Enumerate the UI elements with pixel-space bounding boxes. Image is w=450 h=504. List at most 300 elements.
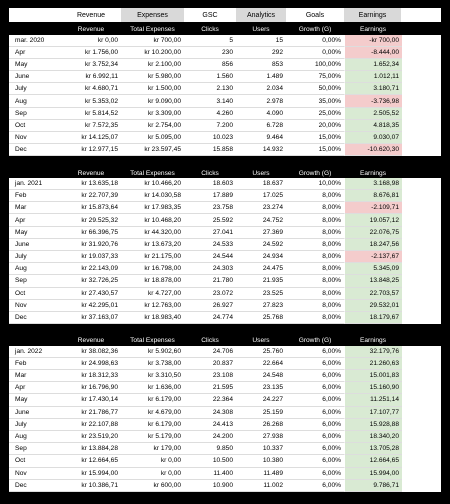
table-cell[interactable]: 6,00% bbox=[286, 431, 344, 443]
table-cell[interactable]: 17.025 bbox=[236, 190, 286, 202]
table-cell[interactable]: 11.400 bbox=[184, 468, 236, 480]
year-table-0 bbox=[9, 25, 441, 156]
earnings-cell[interactable]: -3.736,98 bbox=[344, 95, 402, 107]
month-cell[interactable]: Nov bbox=[9, 468, 61, 480]
table-cell[interactable]: kr 38.082,36 bbox=[61, 346, 121, 358]
table-cell[interactable]: 10.023 bbox=[184, 132, 236, 144]
table-cell[interactable]: 6,00% bbox=[286, 407, 344, 419]
table-cell[interactable]: 8,00% bbox=[286, 288, 344, 300]
earnings-cell[interactable]: 1.652,34 bbox=[344, 59, 402, 71]
table-row bbox=[9, 431, 441, 443]
table-cell[interactable]: kr 13.635,18 bbox=[61, 178, 121, 190]
table-cell[interactable]: kr 3.738,00 bbox=[121, 358, 184, 370]
column-header: Total Expenses bbox=[130, 169, 175, 177]
table-cell[interactable]: kr 2.754,00 bbox=[121, 120, 184, 132]
table-cell[interactable]: kr 12.664,65 bbox=[61, 455, 121, 467]
month-cell[interactable]: jan. 2021 bbox=[9, 178, 61, 190]
table-cell[interactable]: 10.900 bbox=[184, 480, 236, 492]
month-cell[interactable]: Feb bbox=[9, 190, 61, 202]
earnings-cell[interactable]: -2.137,67 bbox=[344, 251, 402, 263]
month-cell[interactable]: Nov bbox=[9, 300, 61, 312]
table-cell[interactable]: 6.728 bbox=[236, 120, 286, 132]
table-cell[interactable]: 24.548 bbox=[236, 370, 286, 382]
month-cell[interactable]: Sep bbox=[9, 108, 61, 120]
table-cell[interactable]: 24.544 bbox=[184, 251, 236, 263]
table-cell[interactable]: 21.935 bbox=[236, 275, 286, 287]
table-cell[interactable]: kr 21.175,00 bbox=[121, 251, 184, 263]
earnings-cell[interactable]: 19.057,12 bbox=[344, 214, 402, 226]
table-cell[interactable]: 6,00% bbox=[286, 455, 344, 467]
table-cell[interactable]: kr 3.310,50 bbox=[121, 370, 184, 382]
table-cell[interactable]: 25.592 bbox=[184, 214, 236, 226]
table-cell[interactable]: kr 5.902,60 bbox=[121, 346, 184, 358]
month-cell[interactable]: May bbox=[9, 227, 61, 239]
table-cell[interactable]: 9.850 bbox=[184, 443, 236, 455]
table-cell[interactable]: 24.533 bbox=[184, 239, 236, 251]
month-cell[interactable]: Dec bbox=[9, 144, 61, 156]
table-cell[interactable]: 15 bbox=[236, 35, 286, 47]
table-cell[interactable]: 3.140 bbox=[184, 95, 236, 107]
table-cell[interactable]: 11.002 bbox=[236, 480, 286, 492]
table-cell[interactable]: kr 27.430,57 bbox=[61, 288, 121, 300]
year-table-1 bbox=[9, 168, 441, 324]
spreadsheet bbox=[9, 8, 441, 504]
table-cell[interactable]: kr 22.107,88 bbox=[61, 419, 121, 431]
column-header: Earnings bbox=[359, 169, 387, 177]
column-header: Total Expenses bbox=[130, 337, 175, 345]
table-cell[interactable]: kr 19.037,33 bbox=[61, 251, 121, 263]
table-cell[interactable]: kr 12.763,00 bbox=[121, 300, 184, 312]
table-cell[interactable]: 24.303 bbox=[184, 263, 236, 275]
month-cell[interactable]: Apr bbox=[9, 214, 61, 226]
table-cell[interactable]: 9.464 bbox=[236, 132, 286, 144]
table-row bbox=[9, 83, 441, 95]
table-cell[interactable]: 6,00% bbox=[286, 394, 344, 406]
table-cell[interactable]: kr 7.572,35 bbox=[61, 120, 121, 132]
table-cell[interactable]: 8,00% bbox=[286, 251, 344, 263]
month-cell[interactable]: Oct bbox=[9, 455, 61, 467]
table-row bbox=[9, 95, 441, 107]
earnings-cell[interactable]: 22.076,75 bbox=[344, 227, 402, 239]
tab-goals[interactable]: Goals bbox=[305, 11, 325, 19]
table-cell[interactable]: kr 5.353,02 bbox=[61, 95, 121, 107]
table-row bbox=[9, 275, 441, 287]
table-cell[interactable]: kr 16.796,90 bbox=[61, 382, 121, 394]
table-cell[interactable]: 21.595 bbox=[184, 382, 236, 394]
table-cell[interactable]: 10.337 bbox=[236, 443, 286, 455]
earnings-cell[interactable]: 18.247,56 bbox=[344, 239, 402, 251]
earnings-cell[interactable]: 9.030,07 bbox=[344, 132, 402, 144]
column-header bbox=[9, 25, 61, 35]
tab-expenses[interactable]: Expenses bbox=[121, 8, 184, 22]
table-cell[interactable]: kr 0,00 bbox=[61, 35, 121, 47]
month-cell[interactable]: jan. 2022 bbox=[9, 346, 61, 358]
month-cell[interactable]: Apr bbox=[9, 47, 61, 59]
table-cell[interactable]: 18.637 bbox=[236, 178, 286, 190]
table-cell[interactable]: kr 5.095,00 bbox=[121, 132, 184, 144]
table-row bbox=[9, 59, 441, 71]
table-cell[interactable]: kr 16.798,00 bbox=[121, 263, 184, 275]
table-cell[interactable]: kr 5.980,00 bbox=[121, 71, 184, 83]
earnings-cell[interactable]: 18.179,67 bbox=[344, 312, 402, 324]
table-cell[interactable]: 6,00% bbox=[286, 346, 344, 358]
table-row bbox=[9, 312, 441, 324]
table-cell[interactable]: 22.364 bbox=[184, 394, 236, 406]
column-header: Revenue bbox=[77, 26, 105, 34]
column-header: Clicks bbox=[201, 26, 219, 34]
table-cell[interactable]: 27.041 bbox=[184, 227, 236, 239]
table-cell[interactable]: kr 44.320,00 bbox=[121, 227, 184, 239]
table-cell[interactable]: kr 23.519,20 bbox=[61, 431, 121, 443]
table-row bbox=[9, 190, 441, 202]
month-cell[interactable]: mar. 2020 bbox=[9, 35, 61, 47]
table-row bbox=[9, 178, 441, 190]
table-cell[interactable]: 23.274 bbox=[236, 202, 286, 214]
table-cell[interactable]: 24.706 bbox=[184, 346, 236, 358]
earnings-cell[interactable]: 29.532,01 bbox=[344, 300, 402, 312]
column-header: Users bbox=[252, 337, 270, 345]
month-cell[interactable]: Aug bbox=[9, 95, 61, 107]
earnings-cell[interactable]: 2.505,52 bbox=[344, 108, 402, 120]
table-cell[interactable]: kr 24.998,63 bbox=[61, 358, 121, 370]
table-cell[interactable]: 23.758 bbox=[184, 202, 236, 214]
table-cell[interactable]: 24.752 bbox=[236, 214, 286, 226]
table-cell[interactable]: 27.938 bbox=[236, 431, 286, 443]
earnings-cell[interactable]: 9.786,71 bbox=[344, 480, 402, 492]
table-row bbox=[9, 214, 441, 226]
column-header: Clicks bbox=[201, 337, 219, 345]
table-cell[interactable]: 25.768 bbox=[236, 312, 286, 324]
month-cell[interactable]: Dec bbox=[9, 480, 61, 492]
month-cell[interactable]: Dec bbox=[9, 312, 61, 324]
table-row bbox=[9, 144, 441, 156]
month-cell[interactable]: July bbox=[9, 419, 61, 431]
table-cell[interactable]: 22.664 bbox=[236, 358, 286, 370]
header-row bbox=[9, 336, 441, 346]
column-header bbox=[9, 336, 61, 346]
table-cell[interactable]: kr 29.525,32 bbox=[61, 214, 121, 226]
table-cell[interactable]: 6,00% bbox=[286, 480, 344, 492]
table-cell[interactable]: kr 3.309,00 bbox=[121, 108, 184, 120]
earnings-cell[interactable]: -8.444,00 bbox=[344, 47, 402, 59]
month-cell[interactable]: May bbox=[9, 59, 61, 71]
table-cell[interactable]: 2.130 bbox=[184, 83, 236, 95]
month-cell[interactable]: July bbox=[9, 251, 61, 263]
table-cell[interactable]: 4.090 bbox=[236, 108, 286, 120]
earnings-cell[interactable]: 15.994,00 bbox=[344, 468, 402, 480]
header-row bbox=[9, 168, 441, 178]
earnings-cell[interactable]: 3.180,71 bbox=[344, 83, 402, 95]
table-row bbox=[9, 480, 441, 492]
table-row bbox=[9, 202, 441, 214]
tables-container bbox=[9, 25, 441, 492]
table-cell[interactable]: kr 22.143,09 bbox=[61, 263, 121, 275]
earnings-cell[interactable]: 1.012,11 bbox=[344, 71, 402, 83]
table-cell[interactable]: 27.823 bbox=[236, 300, 286, 312]
table-cell[interactable]: kr 22.707,39 bbox=[61, 190, 121, 202]
table-cell[interactable]: 100,00% bbox=[286, 59, 344, 71]
table-cell[interactable]: 8,00% bbox=[286, 239, 344, 251]
table-cell[interactable]: 6,00% bbox=[286, 468, 344, 480]
table-cell[interactable]: kr 3.752,34 bbox=[61, 59, 121, 71]
tab-revenue[interactable]: Revenue bbox=[76, 11, 106, 19]
table-cell[interactable]: kr 12.977,15 bbox=[61, 144, 121, 156]
table-cell[interactable]: 24.475 bbox=[236, 263, 286, 275]
table-row bbox=[9, 346, 441, 358]
table-row bbox=[9, 382, 441, 394]
table-cell[interactable]: 10.500 bbox=[184, 455, 236, 467]
earnings-cell[interactable]: 15.001,83 bbox=[344, 370, 402, 382]
month-cell[interactable]: Aug bbox=[9, 431, 61, 443]
table-row bbox=[9, 468, 441, 480]
table-cell[interactable]: 0,00% bbox=[286, 35, 344, 47]
month-cell[interactable]: Oct bbox=[9, 120, 61, 132]
year-table-2 bbox=[9, 336, 441, 492]
table-cell[interactable]: 6,00% bbox=[286, 382, 344, 394]
table-row bbox=[9, 419, 441, 431]
month-cell[interactable]: Feb bbox=[9, 358, 61, 370]
table-cell[interactable]: kr 15.994,00 bbox=[61, 468, 121, 480]
table-cell[interactable]: 10,00% bbox=[286, 178, 344, 190]
month-cell[interactable]: May bbox=[9, 394, 61, 406]
table-cell[interactable]: kr 32.726,25 bbox=[61, 275, 121, 287]
table-cell[interactable]: kr 6.179,00 bbox=[121, 394, 184, 406]
table-row bbox=[9, 132, 441, 144]
earnings-cell[interactable]: 15.928,88 bbox=[344, 419, 402, 431]
earnings-cell[interactable]: 8.676,81 bbox=[344, 190, 402, 202]
table-cell[interactable]: kr 15.873,64 bbox=[61, 202, 121, 214]
table-cell[interactable]: 23.108 bbox=[184, 370, 236, 382]
table-cell[interactable]: 15,00% bbox=[286, 144, 344, 156]
earnings-cell[interactable]: 32.179,76 bbox=[344, 346, 402, 358]
table-cell[interactable]: kr 2.100,00 bbox=[121, 59, 184, 71]
earnings-cell[interactable]: -kr 700,00 bbox=[344, 35, 402, 47]
table-cell[interactable]: kr 14.030,58 bbox=[121, 190, 184, 202]
table-cell[interactable]: 26.268 bbox=[236, 419, 286, 431]
table-row bbox=[9, 358, 441, 370]
table-cell[interactable]: 1.489 bbox=[236, 71, 286, 83]
table-cell[interactable]: 14.932 bbox=[236, 144, 286, 156]
table-cell[interactable]: kr 1.756,00 bbox=[61, 47, 121, 59]
table-cell[interactable]: kr 5.814,52 bbox=[61, 108, 121, 120]
table-row bbox=[9, 227, 441, 239]
table-cell[interactable]: kr 10.200,00 bbox=[121, 47, 184, 59]
table-cell[interactable]: kr 10.468,20 bbox=[121, 214, 184, 226]
table-row bbox=[9, 370, 441, 382]
table-cell[interactable]: 4.260 bbox=[184, 108, 236, 120]
table-cell[interactable]: 8,00% bbox=[286, 190, 344, 202]
earnings-cell[interactable]: 15.160,90 bbox=[344, 382, 402, 394]
month-cell[interactable]: July bbox=[9, 83, 61, 95]
column-header: Growth (G) bbox=[298, 26, 332, 34]
table-cell[interactable]: 2.978 bbox=[236, 95, 286, 107]
month-cell[interactable]: Sep bbox=[9, 443, 61, 455]
earnings-cell[interactable]: 11.251,14 bbox=[344, 394, 402, 406]
column-header bbox=[9, 168, 61, 178]
table-cell[interactable]: 0,00% bbox=[286, 47, 344, 59]
table-cell[interactable]: kr 0,00 bbox=[121, 468, 184, 480]
table-cell[interactable]: kr 9.090,00 bbox=[121, 95, 184, 107]
table-cell[interactable]: 853 bbox=[236, 59, 286, 71]
earnings-cell[interactable]: -2.109,71 bbox=[344, 202, 402, 214]
table-cell[interactable]: 25,00% bbox=[286, 108, 344, 120]
table-cell[interactable]: kr 13.673,20 bbox=[121, 239, 184, 251]
table-cell[interactable]: kr 6.179,00 bbox=[121, 419, 184, 431]
month-cell[interactable]: June bbox=[9, 239, 61, 251]
month-cell[interactable]: Oct bbox=[9, 288, 61, 300]
table-cell[interactable]: 11.489 bbox=[236, 468, 286, 480]
table-cell[interactable]: 21.780 bbox=[184, 275, 236, 287]
table-cell[interactable]: kr 5.179,00 bbox=[121, 431, 184, 443]
month-cell[interactable]: Mar bbox=[9, 370, 61, 382]
table-cell[interactable]: 18.603 bbox=[184, 178, 236, 190]
table-cell[interactable]: kr 31.920,76 bbox=[61, 239, 121, 251]
table-cell[interactable]: 23.525 bbox=[236, 288, 286, 300]
table-cell[interactable]: kr 700,00 bbox=[121, 35, 184, 47]
month-cell[interactable]: Aug bbox=[9, 263, 61, 275]
table-cell[interactable]: kr 17.983,35 bbox=[121, 202, 184, 214]
tab-earnings[interactable]: Earnings bbox=[344, 8, 401, 22]
table-row bbox=[9, 35, 441, 47]
table-cell[interactable]: kr 4.727,00 bbox=[121, 288, 184, 300]
table-row bbox=[9, 239, 441, 251]
earnings-cell[interactable]: 3.168,98 bbox=[344, 178, 402, 190]
table-cell[interactable]: 856 bbox=[184, 59, 236, 71]
table-row bbox=[9, 120, 441, 132]
earnings-cell[interactable]: 17.107,77 bbox=[344, 407, 402, 419]
table-cell[interactable]: 27.369 bbox=[236, 227, 286, 239]
column-header: Users bbox=[252, 169, 270, 177]
table-cell[interactable]: kr 21.786,77 bbox=[61, 407, 121, 419]
table-cell[interactable]: kr 4.679,00 bbox=[121, 407, 184, 419]
tab-analytics[interactable]: Analytics bbox=[236, 8, 286, 22]
table-cell[interactable]: 6,00% bbox=[286, 370, 344, 382]
table-cell[interactable]: 23.135 bbox=[236, 382, 286, 394]
table-cell[interactable]: 15.858 bbox=[184, 144, 236, 156]
table-cell[interactable]: kr 13.884,28 bbox=[61, 443, 121, 455]
column-header: Total Expenses bbox=[130, 26, 175, 34]
table-cell[interactable]: kr 18.312,33 bbox=[61, 370, 121, 382]
table-cell[interactable]: 24.227 bbox=[236, 394, 286, 406]
earnings-cell[interactable]: 21.260,63 bbox=[344, 358, 402, 370]
earnings-cell[interactable]: 13.705,28 bbox=[344, 443, 402, 455]
table-cell[interactable]: 24.592 bbox=[236, 239, 286, 251]
column-header: Earnings bbox=[359, 26, 387, 34]
table-cell[interactable]: 8,00% bbox=[286, 263, 344, 275]
table-cell[interactable]: 6,00% bbox=[286, 443, 344, 455]
month-cell[interactable]: June bbox=[9, 71, 61, 83]
table-cell[interactable]: 6,00% bbox=[286, 358, 344, 370]
earnings-cell[interactable]: 22.703,57 bbox=[344, 288, 402, 300]
tab-spacer bbox=[9, 8, 61, 22]
table-cell[interactable]: 24.413 bbox=[184, 419, 236, 431]
table-cell[interactable]: 8,00% bbox=[286, 214, 344, 226]
table-row bbox=[9, 288, 441, 300]
table-cell[interactable]: kr 4.680,71 bbox=[61, 83, 121, 95]
table-row bbox=[9, 394, 441, 406]
sheet-tabs bbox=[9, 8, 441, 22]
table-row bbox=[9, 300, 441, 312]
table-cell[interactable]: kr 1.636,00 bbox=[121, 382, 184, 394]
table-row bbox=[9, 47, 441, 59]
month-cell[interactable]: Apr bbox=[9, 382, 61, 394]
table-cell[interactable]: 8,00% bbox=[286, 300, 344, 312]
table-cell[interactable]: kr 10.386,71 bbox=[61, 480, 121, 492]
table-cell[interactable]: 1.560 bbox=[184, 71, 236, 83]
table-cell[interactable]: 7.200 bbox=[184, 120, 236, 132]
table-cell[interactable]: kr 179,00 bbox=[121, 443, 184, 455]
table-cell[interactable]: kr 0,00 bbox=[121, 455, 184, 467]
table-row bbox=[9, 108, 441, 120]
table-cell[interactable]: 24.308 bbox=[184, 407, 236, 419]
table-cell[interactable]: 20,00% bbox=[286, 120, 344, 132]
table-row bbox=[9, 455, 441, 467]
column-header: Users bbox=[252, 26, 270, 34]
table-cell[interactable]: 50,00% bbox=[286, 83, 344, 95]
table-cell[interactable]: kr 14.125,07 bbox=[61, 132, 121, 144]
table-cell[interactable]: 8,00% bbox=[286, 202, 344, 214]
table-cell[interactable]: 25.159 bbox=[236, 407, 286, 419]
table-cell[interactable]: 25.760 bbox=[236, 346, 286, 358]
table-cell[interactable]: kr 66.396,75 bbox=[61, 227, 121, 239]
earnings-cell[interactable]: 12.664,65 bbox=[344, 455, 402, 467]
table-cell[interactable]: 24.934 bbox=[236, 251, 286, 263]
table-cell[interactable]: kr 10.466,20 bbox=[121, 178, 184, 190]
table-cell[interactable]: 6,00% bbox=[286, 419, 344, 431]
column-header: Earnings bbox=[359, 337, 387, 345]
table-cell[interactable]: 8,00% bbox=[286, 227, 344, 239]
table-cell[interactable]: kr 18.983,40 bbox=[121, 312, 184, 324]
table-cell[interactable]: 230 bbox=[184, 47, 236, 59]
table-cell[interactable]: 5 bbox=[184, 35, 236, 47]
table-cell[interactable]: kr 23.597,45 bbox=[121, 144, 184, 156]
table-cell[interactable]: 8,00% bbox=[286, 312, 344, 324]
earnings-cell[interactable]: 13.848,25 bbox=[344, 275, 402, 287]
table-cell[interactable]: 15,00% bbox=[286, 132, 344, 144]
table-cell[interactable]: kr 1.500,00 bbox=[121, 83, 184, 95]
table-cell[interactable]: 8,00% bbox=[286, 275, 344, 287]
table-cell[interactable]: kr 6.992,11 bbox=[61, 71, 121, 83]
table-cell[interactable]: kr 600,00 bbox=[121, 480, 184, 492]
table-row bbox=[9, 263, 441, 275]
table-cell[interactable]: kr 18.878,00 bbox=[121, 275, 184, 287]
table-cell[interactable]: 24.774 bbox=[184, 312, 236, 324]
table-cell[interactable]: 23.072 bbox=[184, 288, 236, 300]
month-cell[interactable]: Mar bbox=[9, 202, 61, 214]
table-cell[interactable]: 24.200 bbox=[184, 431, 236, 443]
table-cell[interactable]: 2.034 bbox=[236, 83, 286, 95]
earnings-cell[interactable]: 5.345,09 bbox=[344, 263, 402, 275]
table-cell[interactable]: 20.837 bbox=[184, 358, 236, 370]
table-cell[interactable]: 292 bbox=[236, 47, 286, 59]
table-cell[interactable]: 10.380 bbox=[236, 455, 286, 467]
month-cell[interactable]: Nov bbox=[9, 132, 61, 144]
table-cell[interactable]: 75,00% bbox=[286, 71, 344, 83]
header-row bbox=[9, 25, 441, 35]
table-cell[interactable]: kr 17.430,14 bbox=[61, 394, 121, 406]
tab-gsc[interactable]: GSC bbox=[202, 11, 218, 19]
earnings-cell[interactable]: 18.340,20 bbox=[344, 431, 402, 443]
month-cell[interactable]: Sep bbox=[9, 275, 61, 287]
table-cell[interactable]: 35,00% bbox=[286, 95, 344, 107]
earnings-cell[interactable]: 4.818,35 bbox=[344, 120, 402, 132]
table-cell[interactable]: 17.889 bbox=[184, 190, 236, 202]
table-cell[interactable]: kr 42.295,01 bbox=[61, 300, 121, 312]
month-cell[interactable]: June bbox=[9, 407, 61, 419]
table-cell[interactable]: kr 37.163,07 bbox=[61, 312, 121, 324]
table-cell[interactable]: 26.927 bbox=[184, 300, 236, 312]
earnings-cell[interactable]: -10.620,30 bbox=[344, 144, 402, 156]
